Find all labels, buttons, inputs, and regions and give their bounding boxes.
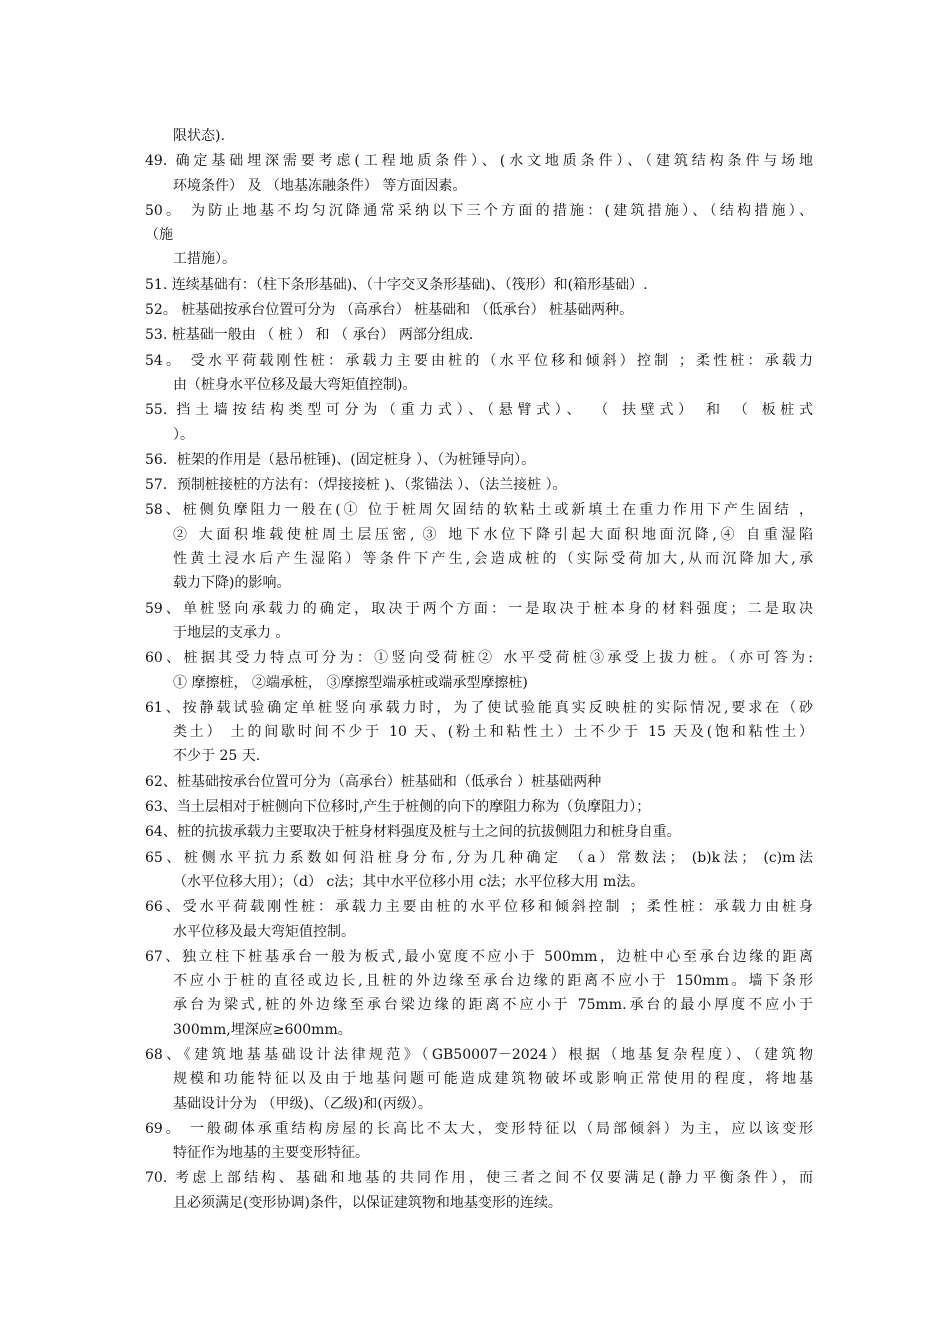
text-line: 49. 确定基础埋深需要考虑(工程地质条件）、(水文地质条件）、（建筑结构条件与场地 [145,153,813,170]
paragraph [145,945,813,1042]
text-line: 55. 挡土墙按结构类型可分为（重力式）、（悬臂式）、 （ 扶壁式） 和 （ 板桩式 [145,402,813,419]
text-line: 59、单桩竖向承载力的确定，取决于两个方面：一是取决于桩本身的材料强度；二是取决 [145,600,813,617]
text-line: （水平位移大用）；（d） c法；其中水平位移小用 c法；水平位移大用 m法。 [173,873,645,890]
text-line: 由（桩身水平位移及最大弯矩值控制)。 [173,376,417,393]
text-line: 规模和功能特征以及由于地基问题可能造成建筑物破坏或影响正常使用的程度，将地基 [173,1071,813,1088]
paragraph [145,349,813,398]
text-line: 61、按静载试验确定单桩竖向承载力时，为了使试验能真实反映桩的实际情况,要求在（砂 [145,699,813,716]
text-line: 58、桩侧负摩阻力一般在(① 位于桩周欠固结的软粘土或新填土在重力作用下产生固结 ， [145,502,813,519]
text-line: 64、桩的抗拔承载力主要取决于桩身材料强度及桩与土之间的抗拔侧阻力和桩身自重。 [145,824,681,841]
text-line: 67、独立柱下桩基承台一般为板式,最小宽度不应小于 500mm，边桩中心至承台边缘的距离 [145,948,813,965]
text-line: 50。 为防止地基不均匀沉降通常采纳以下三个方面的措施：(建筑措施）、（结构措施）、 [145,202,813,219]
text-line: 62、桩基础按承台位置可分为（高承台）桩基础和（低承台 ）桩基础两种 [145,773,602,790]
paragraph [145,895,813,944]
text-line: 特征作为地基的主要变形特征。 [173,1145,369,1162]
text-line: 限状态). [173,128,225,144]
text-line: 54。 受水平荷载刚性桩：承载力主要由桩的（水平位移和倾斜）控制 ；柔性桩：承载力 [145,352,813,369]
text-line: 66、受水平荷载刚性桩：承载力主要由桩的水平位移和倾斜控制 ；柔性桩：承载力由桩身 [145,899,813,916]
paragraph [145,770,813,794]
paragraph [145,199,813,272]
text-line: 载力下降)的影响。 [173,575,291,592]
paragraph [145,846,813,895]
text-line: 性黄土浸水后产生湿陷）等条件下产生,会造成桩的（实际受荷加大,从而沉降加大,承 [173,551,813,568]
paragraph [145,646,813,695]
text-line: 基础设计分为 （甲级)、（乙级)和(丙级）。 [173,1095,432,1112]
text-line: 水平位移及最大弯矩值控制。 [173,923,355,940]
paragraph [145,696,813,769]
paragraph [145,795,813,819]
text-line: 57．预制桩接桩的方法有：（焊接接桩 )、（浆锚法 ）、（法兰接桩 ）。 [145,477,567,494]
paragraph [145,1166,813,1215]
paragraph [145,473,813,497]
paragraph [145,124,813,148]
text-line: 53. 桩基础一般由 （ 桩 ） 和 （ 承台） 两部分组成. [145,327,474,344]
paragraph [145,597,813,646]
text-line: ）。 [173,426,194,443]
text-line: 承台为梁式,桩的外边缘至承台梁边缘的距离不应小于 75mm.承台的最小厚度不应小于 [173,997,813,1014]
text-line: 工措施）。 [173,251,236,268]
text-line: 60、桩据其受力特点可分为：①竖向受荷桩② 水平受荷桩③承受上拔力桩。（亦可答为: [145,650,813,667]
text-line: 不少于 25 天. [173,748,261,765]
text-line: ② 大面积堆载使桩周土层压密, ③ 地下水位下降引起大面积地面沉降,④ 自重湿陷 [173,526,813,543]
text-line: 65、桩侧水平抗力系数如何沿桩身分布,分为几种确定 （a）常数法； (b)k法； (c)m法 [145,849,813,866]
paragraph [145,273,813,297]
document-body [145,124,813,1216]
text-line: ① 摩擦桩， ②端承桩， ③摩擦型端承桩或端承型摩擦桩) [173,674,528,691]
text-line: 于地层的支承力 。 [173,624,290,641]
text-line: 56．桩架的作用是（悬吊桩锤)、(固定桩身 ）、（为桩锤导向）。 [145,451,536,468]
text-line: 52。 桩基础按承台位置可分为 （高承台） 桩基础和 （低承台） 桩基础两种。 [145,302,634,319]
paragraph [145,149,813,198]
text-line: 类土） 土的间歇时间不少于 10 天、(粉土和粘性土）土不少于 15 天及(饱和粘性土） [173,724,813,741]
paragraph [145,448,813,472]
text-line: 环境条件） 及 （地基冻融条件） 等方面因素。 [173,177,467,194]
text-line: 70. 考虑上部结构、基础和地基的共同作用，使三者之间不仅要满足(静力平衡条件），而 [145,1170,813,1187]
text-line: 69。 一般砌体承重结构房屋的长高比不太大，变形特征以（局部倾斜）为主，应以该变形 [145,1120,813,1137]
text-line: 68、《建筑地基基础设计法律规范》（GB50007－2024）根据（地基复杂程度）、（建筑物 [145,1046,813,1063]
text-line: 且必须满足(变形协调)条件，以保证建筑物和地基变形的连续。 [173,1194,562,1211]
paragraph [145,398,813,447]
paragraph [145,298,813,322]
paragraph [145,1043,813,1116]
paragraph [145,820,813,844]
paragraph [145,498,813,595]
paragraph [145,1117,813,1166]
text-line: 51. 连续基础有：（柱下条形基础)、（十字交叉条形基础)、（筏形）和(箱形基础）. [145,276,648,293]
paragraph [145,323,813,347]
text-line: 63、当土层相对于桩侧向下位移时,产生于桩侧的向下的摩阻力称为（负摩阻力）； [145,799,651,816]
text-line: （施 [145,227,173,244]
text-line: 不应小于桩的直径或边长,且桩的外边缘至承台边缘的距离不应小于 150mm。墙下条形 [173,973,813,990]
text-line: 300mm,埋深应≥600mm。 [173,1021,352,1038]
